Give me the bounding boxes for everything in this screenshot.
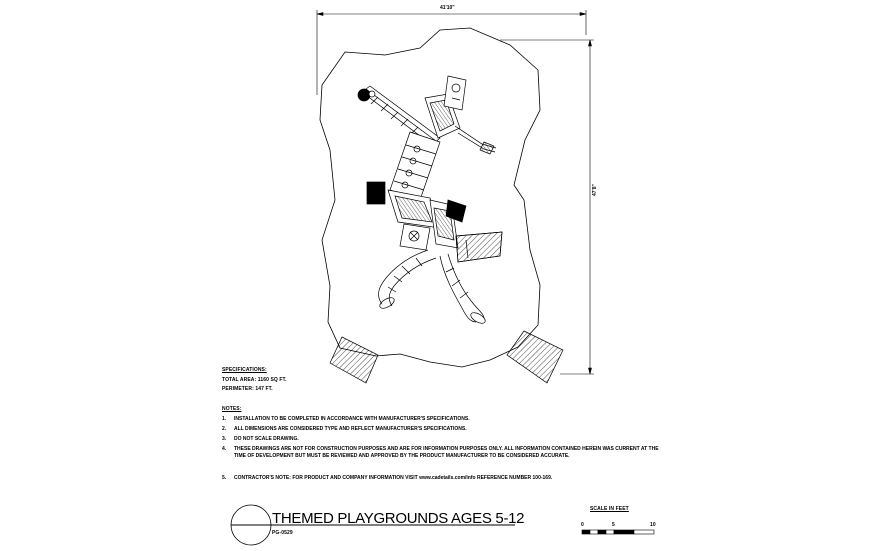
specifications-heading: SPECIFICATIONS: xyxy=(222,367,267,373)
spec-perimeter: PERIMETER: 147 FT. xyxy=(222,386,273,392)
height-dimension xyxy=(500,40,594,374)
note-number: 4. xyxy=(222,446,227,452)
hatched-pad-right xyxy=(507,331,563,383)
safety-surface-outline xyxy=(320,28,540,367)
hatched-pad-left xyxy=(330,337,378,383)
spec-total-area: TOTAL AREA: 1160 SQ FT. xyxy=(222,377,287,383)
notes-heading: NOTES: xyxy=(222,406,242,412)
scale-tick-label: 0 xyxy=(581,522,584,528)
note-text: ALL DIMENSIONS ARE CONSIDERED TYPE AND REFLECT MANUFACTURER'S SPECIFICATIONS. xyxy=(234,426,467,432)
drawing-code: PG-0529 xyxy=(272,530,293,536)
note-number: 1. xyxy=(222,416,227,422)
note-text: INSTALLATION TO BE COMPLETED IN ACCORDANCE WITH MANUFACTURER'S SPECIFICATIONS. xyxy=(234,416,470,422)
scale-tick-label: 5 xyxy=(612,522,615,528)
scale-tick-label: 10 xyxy=(650,522,656,528)
height-dimension-label: 47'8" xyxy=(592,184,598,196)
note-text: CONTRACTOR'S NOTE: FOR PRODUCT AND COMPANY INFORMATION VISIT www.cadetails.com/info REFERENCE NUMBER 100-169. xyxy=(234,475,553,481)
note-number: 5. xyxy=(222,475,227,481)
scale-bar-label: SCALE IN FEET xyxy=(590,506,629,512)
note-text: THESE DRAWINGS ARE NOT FOR CONSTRUCTION PURPOSES AND ARE FOR INFORMATION PURPOSES ONLY. ALL INFORMATION CONTAINED HEREIN WAS CURRENT AT THE TIME OF DEVELOPMENT BUT MUST BE REVIEWED AND APPROVED BY THE PRODUCT MANUFACTURER TO BE CONSIDERED ACCURATE. xyxy=(234,446,659,459)
scale-bar xyxy=(582,530,654,534)
play-structure xyxy=(358,76,502,325)
note-number: 2. xyxy=(222,426,227,432)
note-text: DO NOT SCALE DRAWING. xyxy=(234,436,299,442)
drawing-title: THEMED PLAYGROUNDS AGES 5-12 xyxy=(272,510,525,527)
width-dimension-label: 41'10" xyxy=(440,5,455,11)
note-number: 3. xyxy=(222,436,227,442)
